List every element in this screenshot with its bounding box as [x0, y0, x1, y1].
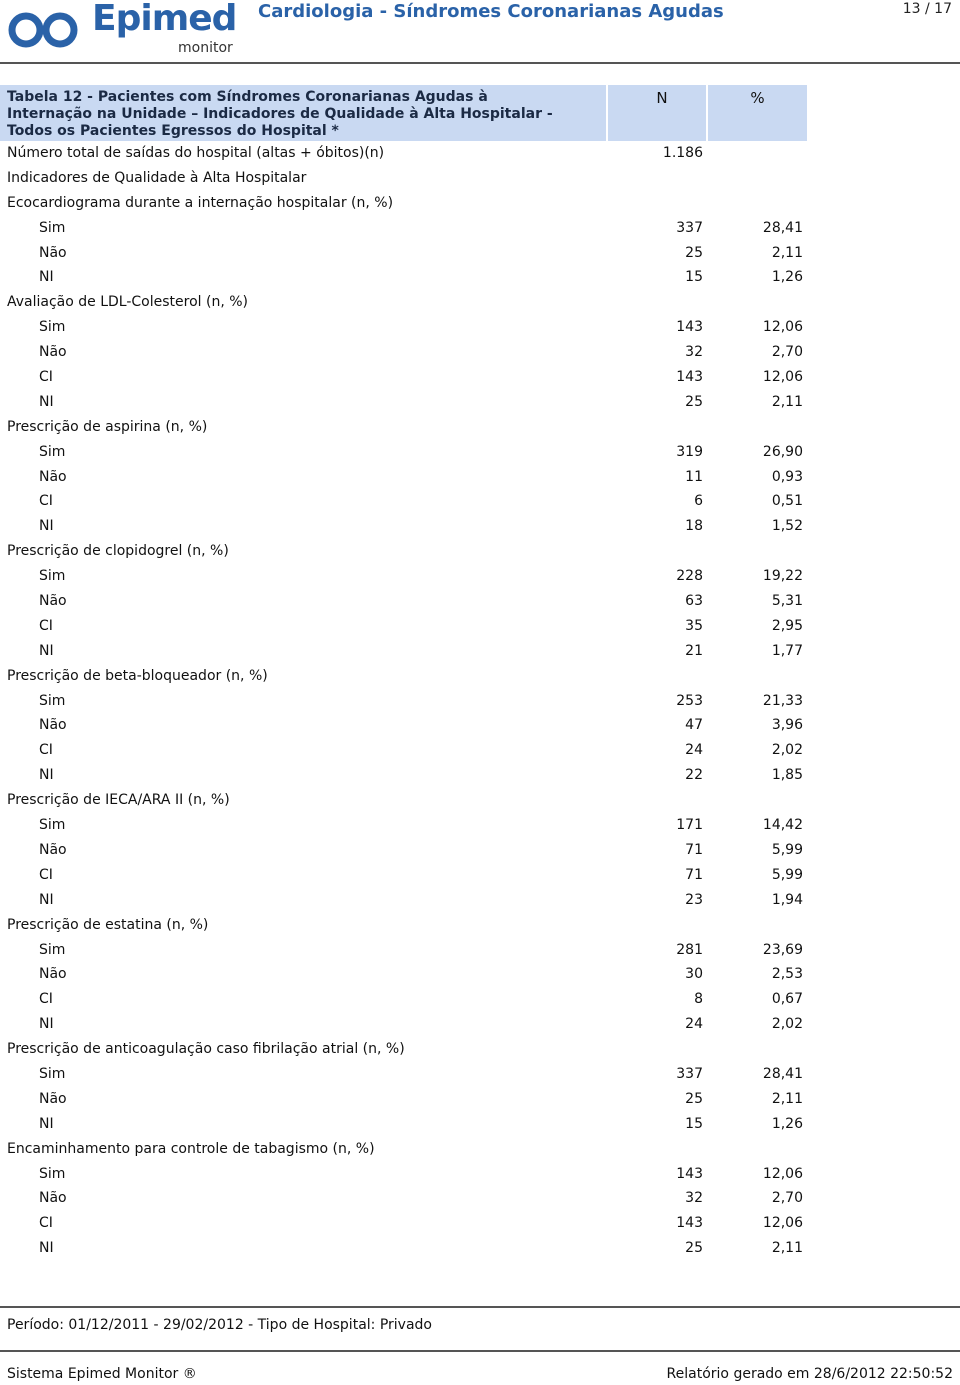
row-percent-value: 2,11 — [771, 393, 803, 410]
row-percent-value: 0,93 — [771, 468, 803, 485]
row-n-value: 32 — [685, 1190, 703, 1207]
row-label: Sim — [39, 941, 66, 958]
row-percent-value: 2,53 — [771, 966, 803, 983]
row-n-value: 319 — [676, 443, 703, 460]
table-row — [0, 1087, 807, 1112]
table-section-row — [0, 290, 807, 315]
row-n-value: 15 — [685, 1115, 703, 1132]
row-label: Encaminhamento para controle de tabagismo (n, %) — [7, 1140, 375, 1157]
row-percent-value: 0,51 — [771, 493, 803, 510]
row-label: Número total de saídas do hospital (altas + óbitos)(n) — [7, 145, 385, 161]
row-label: Não — [39, 344, 67, 361]
table-row — [0, 713, 807, 738]
row-n-value: 337 — [676, 1065, 703, 1082]
row-n-value: 71 — [685, 866, 703, 883]
row-label: Não — [39, 841, 67, 858]
row-n-value: 71 — [685, 841, 703, 858]
table-row — [0, 1211, 807, 1236]
row-n-value: 32 — [685, 344, 703, 361]
table-row — [0, 1112, 807, 1137]
row-n-value: 143 — [676, 1165, 703, 1182]
table-section-row — [0, 913, 807, 938]
row-label: Prescrição de IECA/ARA II (n, %) — [7, 792, 230, 809]
row-label: NI — [39, 1016, 54, 1033]
table-section-row — [0, 1037, 807, 1062]
row-percent-value: 2,11 — [771, 244, 803, 261]
table-section-row — [0, 1137, 807, 1162]
table-row — [0, 465, 807, 490]
row-label: CI — [39, 991, 53, 1008]
row-label: NI — [39, 642, 54, 659]
row-label: CI — [39, 1215, 53, 1232]
row-label: Sim — [39, 692, 66, 709]
row-percent-value: 12,06 — [762, 369, 803, 386]
header-divider — [0, 62, 960, 64]
row-label: CI — [39, 866, 53, 883]
row-label: CI — [39, 617, 53, 634]
row-label: NI — [39, 1115, 54, 1132]
row-label: Sim — [39, 319, 66, 336]
row-n-value: 30 — [685, 966, 703, 983]
row-n-value: 8 — [694, 991, 703, 1008]
row-percent-value: 28,41 — [762, 219, 803, 236]
row-label: Sim — [39, 1065, 66, 1082]
row-percent-value: 1,26 — [771, 1115, 803, 1132]
row-label: Não — [39, 593, 67, 610]
table-row — [0, 241, 807, 266]
row-percent-value: 2,95 — [771, 617, 803, 634]
row-percent-value: 2,11 — [771, 1240, 803, 1257]
row-percent-value: 1,94 — [771, 891, 803, 908]
row-label: NI — [39, 518, 54, 535]
table-row — [0, 838, 807, 863]
table-row — [0, 340, 807, 365]
footer-divider-top — [0, 1306, 960, 1308]
page-header — [0, 0, 960, 70]
row-n-value: 253 — [676, 692, 703, 709]
row-label: Sim — [39, 219, 66, 236]
row-n-value: 143 — [676, 369, 703, 386]
row-label: NI — [39, 269, 54, 286]
row-label: Não — [39, 1090, 67, 1107]
table-body — [0, 141, 807, 1261]
table-row — [0, 1186, 807, 1211]
table-row — [0, 689, 807, 714]
row-label: Prescrição de aspirina (n, %) — [7, 418, 208, 435]
row-percent-value: 0,67 — [771, 991, 803, 1008]
row-n-value: 143 — [676, 1215, 703, 1232]
table-row — [0, 1062, 807, 1087]
row-n-value: 22 — [685, 767, 703, 784]
page-title: Cardiologia - Síndromes Coronarianas Agudas — [258, 1, 724, 22]
row-percent-value: 1,77 — [771, 642, 803, 659]
table-row — [0, 365, 807, 390]
row-label: NI — [39, 1240, 54, 1257]
row-label: Sim — [39, 817, 66, 834]
row-percent-value: 5,99 — [771, 866, 803, 883]
table-section-row — [0, 539, 807, 564]
row-percent-value: 2,11 — [771, 1090, 803, 1107]
row-percent-value: 5,99 — [771, 841, 803, 858]
table-row — [0, 1236, 807, 1261]
row-n-value: 35 — [685, 617, 703, 634]
table-row — [0, 1012, 807, 1037]
row-percent-value: 2,70 — [771, 344, 803, 361]
row-n-value: 171 — [676, 817, 703, 834]
table-row — [0, 888, 807, 913]
row-label: NI — [39, 767, 54, 784]
row-percent-value: 23,69 — [762, 941, 803, 958]
row-label: Avaliação de LDL-Colesterol (n, %) — [7, 294, 249, 311]
row-n-value: 47 — [685, 717, 703, 734]
table-row — [0, 589, 807, 614]
table-section-row — [0, 191, 807, 216]
row-n-value: 281 — [676, 941, 703, 958]
table-row — [0, 962, 807, 987]
row-n-value: 6 — [694, 493, 703, 510]
row-n-value: 15 — [685, 269, 703, 286]
row-percent-value: 2,70 — [771, 1190, 803, 1207]
table-row — [0, 216, 807, 241]
logo-text: Epimed — [92, 0, 237, 39]
row-label: Prescrição de beta-bloqueador (n, %) — [7, 667, 268, 684]
row-percent-value: 12,06 — [762, 1165, 803, 1182]
table-row — [0, 738, 807, 763]
row-label: Prescrição de clopidogrel (n, %) — [7, 543, 229, 560]
row-percent-value: 1,85 — [771, 767, 803, 784]
row-percent-value: 1,52 — [771, 518, 803, 535]
row-percent-value: 19,22 — [762, 568, 803, 585]
column-divider — [606, 85, 608, 141]
column-header-n: N — [656, 89, 668, 107]
row-label: Não — [39, 717, 67, 734]
row-n-value: 21 — [685, 642, 703, 659]
row-label: Não — [39, 966, 67, 983]
row-percent-value: 26,90 — [762, 443, 803, 460]
footer-divider-bottom — [0, 1350, 960, 1352]
row-label: NI — [39, 393, 54, 410]
row-n-value: 25 — [685, 244, 703, 261]
table-row — [0, 763, 807, 788]
table-row — [0, 440, 807, 465]
table-row — [0, 514, 807, 539]
row-label: Sim — [39, 443, 66, 460]
row-n-value: 25 — [685, 393, 703, 410]
row-label: Não — [39, 468, 67, 485]
table-row — [0, 315, 807, 340]
table-row — [0, 863, 807, 888]
row-percent-value: 5,31 — [771, 593, 803, 610]
logo-subtext: monitor — [178, 40, 233, 56]
row-n-value: 337 — [676, 219, 703, 236]
row-label: Sim — [39, 1165, 66, 1182]
row-percent-value: 28,41 — [762, 1065, 803, 1082]
row-percent-value: 1,26 — [771, 269, 803, 286]
logo-mark-icon — [6, 6, 90, 56]
epimed-logo — [6, 2, 236, 58]
row-percent-value: 2,02 — [771, 742, 803, 759]
table-row — [0, 1162, 807, 1187]
row-n-value: 143 — [676, 319, 703, 336]
period-info: Período: 01/12/2011 - 29/02/2012 - Tipo de Hospital: Privado — [7, 1317, 432, 1333]
table-row — [0, 489, 807, 514]
row-n-value: 18 — [685, 518, 703, 535]
row-n-value: 25 — [685, 1090, 703, 1107]
row-n-value: 23 — [685, 891, 703, 908]
table-row — [0, 390, 807, 415]
row-n-value: 11 — [685, 468, 703, 485]
row-label: CI — [39, 369, 53, 386]
row-n-value: 24 — [685, 1016, 703, 1033]
table-row — [0, 938, 807, 963]
row-label: Prescrição de estatina (n, %) — [7, 916, 209, 933]
row-label: CI — [39, 493, 53, 510]
system-name: Sistema Epimed Monitor ® — [7, 1366, 197, 1382]
table-section-row — [0, 415, 807, 440]
table-row — [0, 265, 807, 290]
row-n-value: 24 — [685, 742, 703, 759]
row-n-value: 228 — [676, 568, 703, 585]
row-label: Não — [39, 1190, 67, 1207]
table-section-row — [0, 166, 807, 191]
row-label: Prescrição de anticoagulação caso fibrilação atrial (n, %) — [7, 1041, 405, 1058]
table-row — [0, 564, 807, 589]
row-label: Não — [39, 244, 67, 261]
row-percent-value: 2,02 — [771, 1016, 803, 1033]
table-row-total — [0, 141, 807, 166]
row-label: NI — [39, 891, 54, 908]
row-percent-value: 3,96 — [771, 717, 803, 734]
row-percent-value: 12,06 — [762, 1215, 803, 1232]
page-number: 13 / 17 — [902, 1, 952, 17]
row-label: Ecocardiograma durante a internação hospitalar (n, %) — [7, 194, 394, 211]
row-n-value: 25 — [685, 1240, 703, 1257]
table-section-row — [0, 664, 807, 689]
table-row — [0, 987, 807, 1012]
row-n-value: 63 — [685, 593, 703, 610]
row-label: Indicadores de Qualidade à Alta Hospitalar — [7, 169, 307, 186]
row-label: Sim — [39, 568, 66, 585]
column-header-percent: % — [750, 89, 765, 107]
row-percent-value: 14,42 — [762, 817, 803, 834]
table-row — [0, 639, 807, 664]
row-label: CI — [39, 742, 53, 759]
table-section-row — [0, 788, 807, 813]
quality-indicators-table — [0, 85, 807, 1261]
row-percent-value: 21,33 — [762, 692, 803, 709]
table-header — [0, 85, 807, 141]
table-row — [0, 614, 807, 639]
row-n-value: 1.186 — [662, 145, 703, 161]
report-generated-timestamp: Relatório gerado em 28/6/2012 22:50:52 — [666, 1366, 953, 1382]
table-row — [0, 813, 807, 838]
table-title: Tabela 12 - Pacientes com Síndromes Coronarianas Agudas à Internação na Unidade – Indicadores de Qualidade à Alta Hospitalar - Todos os Pacientes Egressos do Hospital * — [7, 89, 553, 139]
row-percent-value: 12,06 — [762, 319, 803, 336]
